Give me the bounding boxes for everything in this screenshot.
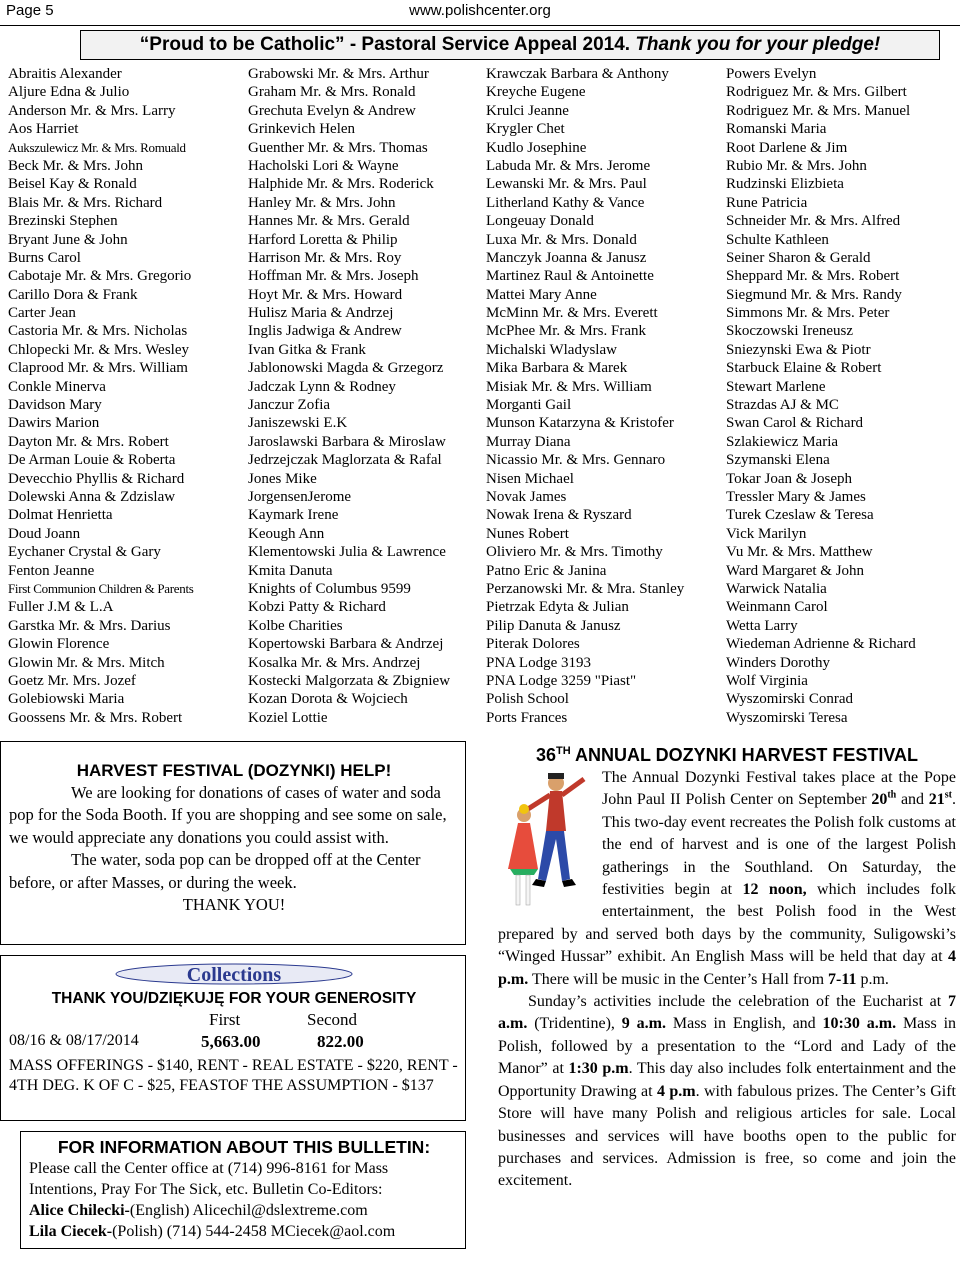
donor-name: McPhee Mr. & Mrs. Frank — [486, 323, 646, 340]
donor-name: Szlakiewicz Maria — [726, 433, 839, 450]
donor-name: Mika Barbara & Marek — [486, 360, 628, 377]
donor-name: Jones Mike — [248, 470, 317, 487]
donor-name: First Communion Children & Parents — [8, 580, 194, 596]
donor-name: Swan Carol & Richard — [726, 415, 864, 432]
bulletin-info-box — [20, 1131, 466, 1249]
donor-name: Anderson Mr. & Mrs. Larry — [8, 102, 176, 119]
donor-name: Chlopecki Mr. & Mrs. Wesley — [8, 341, 190, 358]
donor-name: Keough Ann — [248, 525, 325, 542]
donor-name: Cabotaje Mr. & Mrs. Gregorio — [8, 268, 192, 285]
festival-paragraph-1: The Annual Dozynki Festival takes place at the Pope John Paul II Polish Center on September 20th and 21st. This two-day event recreates the Polish folk customs at the end of harvest and is one of the largest Polish gatherings in the Southland. On Saturday, the festivities begin at 12 noon, which includes folk entertainment, the best Polish food in the West prepared by and served both days by the community, Suligowski’s “Winged Hussar” exhibit. An English Mass will be held that day at 4 p.m. There will be music in the Center’s Hall from 7-11 p.m. — [498, 769, 957, 988]
donor-name: Kudlo Josephine — [486, 139, 587, 156]
festival-title: 36TH ANNUAL DOZYNKI HARVEST FESTIVAL — [535, 745, 919, 765]
donor-name: Garstka Mr. & Mrs. Darius — [8, 617, 171, 634]
donor-name: Aukszulewicz Mr. & Mrs. Romuald — [8, 139, 186, 155]
page-number: Page 5 — [6, 2, 54, 19]
festival-paragraph-2: Sunday’s activities include the celebration of the Eucharist at 7 a.m. (Tridentine), 9 a.m. Mass in English, and 10:30 a.m. Mass in Polish, followed by a presentation to the “Lord and Lady of the Manor” at 1:30 p.m. This day also includes folk entertainment and the Opportunity Drawing at 4 p.m. with fabulous prizes. The Center’s Gift Store will have many Polish and religious articles for sale. Local businesses and services will have booths open to the public for purchases and services. Admission is free, so come and join the excitement. — [498, 993, 957, 1190]
donor-name: Root Darlene & Jim — [726, 139, 848, 156]
donor-name: Ivan Gitka & Frank — [248, 341, 366, 358]
donor-name: Guenther Mr. & Mrs. Thomas — [248, 139, 428, 156]
donor-column-4 — [726, 65, 958, 727]
donor-name: Brezinski Stephen — [8, 213, 118, 230]
donor-name: Grabowski Mr. & Mrs. Arthur — [248, 66, 429, 82]
donor-name: Rune Patricia — [726, 194, 808, 211]
editor-polish: Lila Ciecek-(Polish) (714) 544-2458 MCiecek@aol.com — [29, 1223, 396, 1240]
donor-name: Wyszomirski Teresa — [726, 709, 848, 726]
info-title: FOR INFORMATION ABOUT THIS BULLETIN: — [57, 1137, 431, 1157]
donor-name: Turek Czeslaw & Teresa — [726, 507, 874, 524]
donor-name: Castoria Mr. & Mrs. Nicholas — [8, 323, 188, 340]
donor-name: Kolbe Charities — [248, 617, 343, 634]
donor-name: Rudzinski Elizbieta — [726, 176, 844, 193]
donor-name: Rodriguez Mr. & Mrs. Gilbert — [726, 84, 907, 101]
collections-row — [9, 1030, 459, 1052]
donor-name: Martinez Raul & Antoinette — [486, 268, 654, 285]
donor-name: Kostecki Malgorzata & Zbigniew — [248, 672, 451, 689]
donor-name: Mattei Mary Anne — [486, 286, 597, 303]
donor-name: Harford Loretta & Philip — [248, 231, 398, 248]
donor-name: Morganti Gail — [486, 397, 572, 414]
donor-name: Kmita Danuta — [248, 562, 333, 579]
donor-name: Fenton Jeanne — [8, 562, 95, 579]
donor-name: Romanski Maria — [726, 121, 827, 138]
help-paragraph-2: The water, soda pop can be dropped off at the Center before, or after Masses, or during the week. — [9, 850, 421, 892]
donor-name: Davidson Mary — [8, 397, 102, 414]
donor-name: Jaroslawski Barbara & Miroslaw — [248, 433, 446, 450]
donor-name: Kreyche Eugene — [486, 84, 586, 101]
donor-name: Dolewski Anna & Zdzislaw — [8, 488, 176, 505]
donor-name: Perzanowski Mr. & Mra. Stanley — [486, 580, 685, 597]
donor-column-2 — [248, 65, 480, 727]
donor-name: Carter Jean — [8, 305, 76, 322]
donor-name: Murray Diana — [486, 433, 571, 450]
donor-name: Szymanski Elena — [726, 452, 830, 469]
donor-column-3 — [486, 65, 718, 727]
donor-name: Harrison Mr. & Mrs. Roy — [248, 249, 402, 266]
donor-name: Hanley Mr. & Mrs. John — [248, 194, 396, 211]
donor-name: Wetta Larry — [726, 617, 798, 634]
donor-name: Nisen Michael — [486, 470, 574, 487]
donor-name: Pilip Danuta & Janusz — [486, 617, 621, 634]
collection-date: 08/16 & 08/17/2014 — [9, 1032, 139, 1049]
donor-name: Kaymark Irene — [248, 507, 339, 524]
donor-name: Longeuay Donald — [486, 213, 594, 230]
donor-name: Devecchio Phyllis & Richard — [8, 470, 185, 487]
donor-name: Kosalka Mr. & Mrs. Andrzej — [248, 654, 421, 671]
donor-name: McMinn Mr. & Mrs. Everett — [486, 305, 658, 322]
donor-name: Warwick Natalia — [726, 580, 827, 597]
donor-name: Krulci Jeanne — [486, 102, 569, 119]
help-title: HARVEST FESTIVAL (DOZYNKI) HELP! — [76, 761, 392, 780]
donor-name: Manczyk Joanna & Janusz — [486, 249, 647, 266]
donor-name: Jablonowski Magda & Grzegorz — [248, 360, 444, 377]
donor-name: Stewart Marlene — [726, 378, 826, 395]
dancers-icon — [498, 769, 598, 917]
donor-name: Goossens Mr. & Mrs. Robert — [8, 709, 183, 726]
donor-name: Skoczowski Ireneusz — [726, 323, 854, 340]
donor-name: Krygler Chet — [486, 121, 565, 138]
donor-name: Burns Carol — [8, 249, 81, 266]
donor-name: Dayton Mr. & Mrs. Robert — [8, 433, 169, 450]
donor-name: Schneider Mr. & Mrs. Alfred — [726, 213, 901, 230]
page-header — [0, 0, 960, 26]
donor-name: Goetz Mr. Mrs. Jozef — [8, 672, 136, 689]
donor-name: Jadczak Lynn & Rodney — [248, 378, 396, 395]
donor-name: Conkle Minerva — [8, 378, 106, 395]
donor-name: Aos Harriet — [8, 121, 79, 138]
donor-column-1 — [8, 65, 240, 727]
donor-name: Sheppard Mr. & Mrs. Robert — [726, 268, 900, 285]
donor-name: Starbuck Elaine & Robert — [726, 360, 882, 377]
donor-name: Hoyt Mr. & Mrs. Howard — [248, 286, 403, 303]
donor-name: Janczur Zofia — [248, 397, 331, 414]
donor-name: Weinmann Carol — [726, 599, 828, 616]
donor-name: Doud Joann — [8, 525, 81, 542]
donor-name: Dawirs Marion — [8, 415, 100, 432]
donor-name: Nunes Robert — [486, 525, 569, 542]
donor-name: Wyszomirski Conrad — [726, 691, 853, 708]
banner-title: “Proud to be Catholic” - Pastoral Service Appeal 2014. — [139, 34, 631, 55]
info-body: Please call the Center office at (714) 996-8161 for Mass Intentions, Pray For The Sick, etc. Bulletin Co-Editors: — [29, 1160, 389, 1198]
donor-name: Tokar Joan & Joseph — [726, 470, 853, 487]
donor-name: Hulisz Maria & Andrzej — [248, 305, 394, 322]
donor-name: Glowin Mr. & Mrs. Mitch — [8, 654, 165, 671]
donor-name: Fuller J.M & L.A — [8, 599, 114, 616]
donor-name: Litherland Kathy & Vance — [486, 194, 645, 211]
donor-name: Vu Mr. & Mrs. Matthew — [726, 544, 873, 561]
donor-name: Novak James — [486, 488, 567, 505]
donor-name: Wiedeman Adrienne & Richard — [726, 636, 916, 653]
donor-name: Luxa Mr. & Mrs. Donald — [486, 231, 637, 248]
donor-name: Graham Mr. & Mrs. Ronald — [248, 84, 416, 101]
donor-name: Winders Dorothy — [726, 654, 830, 671]
donor-name: Nowak Irena & Ryszard — [486, 507, 632, 524]
donor-name: Janiszewski E.K — [248, 415, 348, 432]
svg-text:Collections: Collections — [186, 964, 282, 986]
donor-name: Halphide Mr. & Mrs. Roderick — [248, 176, 434, 193]
donor-name: Krawczak Barbara & Anthony — [486, 66, 669, 82]
donor-name: Oliviero Mr. & Mrs. Timothy — [486, 544, 663, 561]
donor-name: JorgensenJerome — [248, 488, 352, 505]
donor-name: Schulte Kathleen — [726, 231, 829, 248]
donor-name: Klementowski Julia & Lawrence — [248, 544, 446, 561]
collections-logo-icon — [114, 962, 354, 986]
harvest-help-box — [0, 741, 466, 945]
donor-name: Seiner Sharon & Gerald — [726, 249, 871, 266]
donor-name: Wolf Virginia — [726, 672, 808, 689]
banner-thanks: Thank you for your pledge! — [635, 34, 881, 55]
donor-name: Misiak Mr. & Mrs. William — [486, 378, 652, 395]
donor-name: Blais Mr. & Mrs. Richard — [8, 194, 163, 211]
help-paragraph-1: We are looking for donations of cases of water and soda pop for the Soda Booth. If you are shopping and see some on sale, we would appreciate any donations you could assist with. — [9, 783, 447, 847]
donor-name: Tressler Mary & James — [726, 488, 866, 505]
donor-name: Beisel Kay & Ronald — [8, 176, 137, 193]
donor-name: Hannes Mr. & Mrs. Gerald — [248, 213, 410, 230]
donor-name: Vick Marilyn — [726, 525, 807, 542]
donor-name: PNA Lodge 3193 — [486, 654, 591, 671]
header-first: First — [209, 1010, 241, 1029]
donor-name: Grinkevich Helen — [248, 121, 356, 138]
donor-name: Patno Eric & Janina — [486, 562, 607, 579]
donor-name: Ports Frances — [486, 709, 568, 726]
donor-name: Knights of Columbus 9599 — [248, 580, 411, 597]
collection-first: 5,663.00 — [201, 1032, 261, 1051]
appeal-banner — [80, 30, 940, 60]
collections-box — [0, 955, 466, 1121]
donor-name: Piterak Dolores — [486, 636, 580, 653]
donor-name: Beck Mr. & Mrs. John — [8, 157, 143, 174]
donor-name: Abraitis Alexander — [8, 66, 122, 82]
donor-name: Kopertowski Barbara & Andrzej — [248, 636, 444, 653]
donor-name: Michalski Wladyslaw — [486, 341, 617, 358]
donor-name: Jedrzejczak Maglorzata & Rafal — [248, 452, 442, 469]
donor-name: De Arman Louie & Roberta — [8, 452, 176, 469]
donor-name: Lewanski Mr. & Mrs. Paul — [486, 176, 647, 193]
donor-name: Simmons Mr. & Mrs. Peter — [726, 305, 890, 322]
editor-english: Alice Chilecki-(English) Alicechil@dslextreme.com — [29, 1202, 368, 1219]
donor-name: Carillo Dora & Frank — [8, 286, 138, 303]
collection-second: 822.00 — [317, 1032, 364, 1051]
donor-name: Powers Evelyn — [726, 66, 817, 82]
donor-name: Strazdas AJ & MC — [726, 397, 839, 414]
header-second: Second — [307, 1010, 358, 1029]
donor-name: Hacholski Lori & Wayne — [248, 157, 399, 174]
donor-name: Polish School — [486, 691, 569, 708]
donor-name: Hoffman Mr. & Mrs. Joseph — [248, 268, 419, 285]
donor-name: Pietrzak Edyta & Julian — [486, 599, 629, 616]
donor-name: Siegmund Mr. & Mrs. Randy — [726, 286, 902, 303]
help-thanks: THANK YOU! — [182, 895, 286, 915]
donor-name: Nicassio Mr. & Mrs. Gennaro — [486, 452, 666, 469]
other-offerings: MASS OFFERINGS - $140, RENT - REAL ESTATE - $220, RENT - 4TH DEG. K OF C - $25, FEASTOF THE ASSUMPTION - $137 — [9, 1057, 458, 1094]
donor-name: Dolmat Henrietta — [8, 507, 113, 524]
collections-headers — [9, 1008, 459, 1030]
donor-name: Ward Margaret & John — [726, 562, 865, 579]
website-link[interactable]: www.polishcenter.org — [409, 2, 551, 19]
donor-name: Koziel Lottie — [248, 709, 328, 726]
donor-name: Rubio Mr. & Mrs. John — [726, 157, 867, 174]
collections-title: THANK YOU/DZIĘKUJĘ FOR YOUR GENEROSITY — [51, 990, 417, 1007]
donor-name: Inglis Jadwiga & Andrew — [248, 323, 402, 340]
donor-name: Rodriguez Mr. & Mrs. Manuel — [726, 102, 911, 119]
donor-name: Kobzi Patty & Richard — [248, 599, 386, 616]
donor-name: Sniezynski Ewa & Piotr — [726, 341, 871, 358]
donor-name: Aljure Edna & Julio — [8, 84, 130, 101]
donor-name: PNA Lodge 3259 "Piast" — [486, 672, 637, 689]
donor-name: Kozan Dorota & Wojciech — [248, 691, 408, 708]
donor-name: Bryant June & John — [8, 231, 128, 248]
donor-name: Claprood Mr. & Mrs. William — [8, 360, 188, 377]
donor-name: Golebiowski Maria — [8, 691, 125, 708]
donor-name: Labuda Mr. & Mrs. Jerome — [486, 157, 651, 174]
donor-name: Eychaner Crystal & Gary — [8, 544, 161, 561]
festival-article — [498, 743, 956, 1193]
donor-name: Munson Katarzyna & Kristofer — [486, 415, 674, 432]
donor-name: Glowin Florence — [8, 636, 110, 653]
donor-name: Grechuta Evelyn & Andrew — [248, 102, 416, 119]
